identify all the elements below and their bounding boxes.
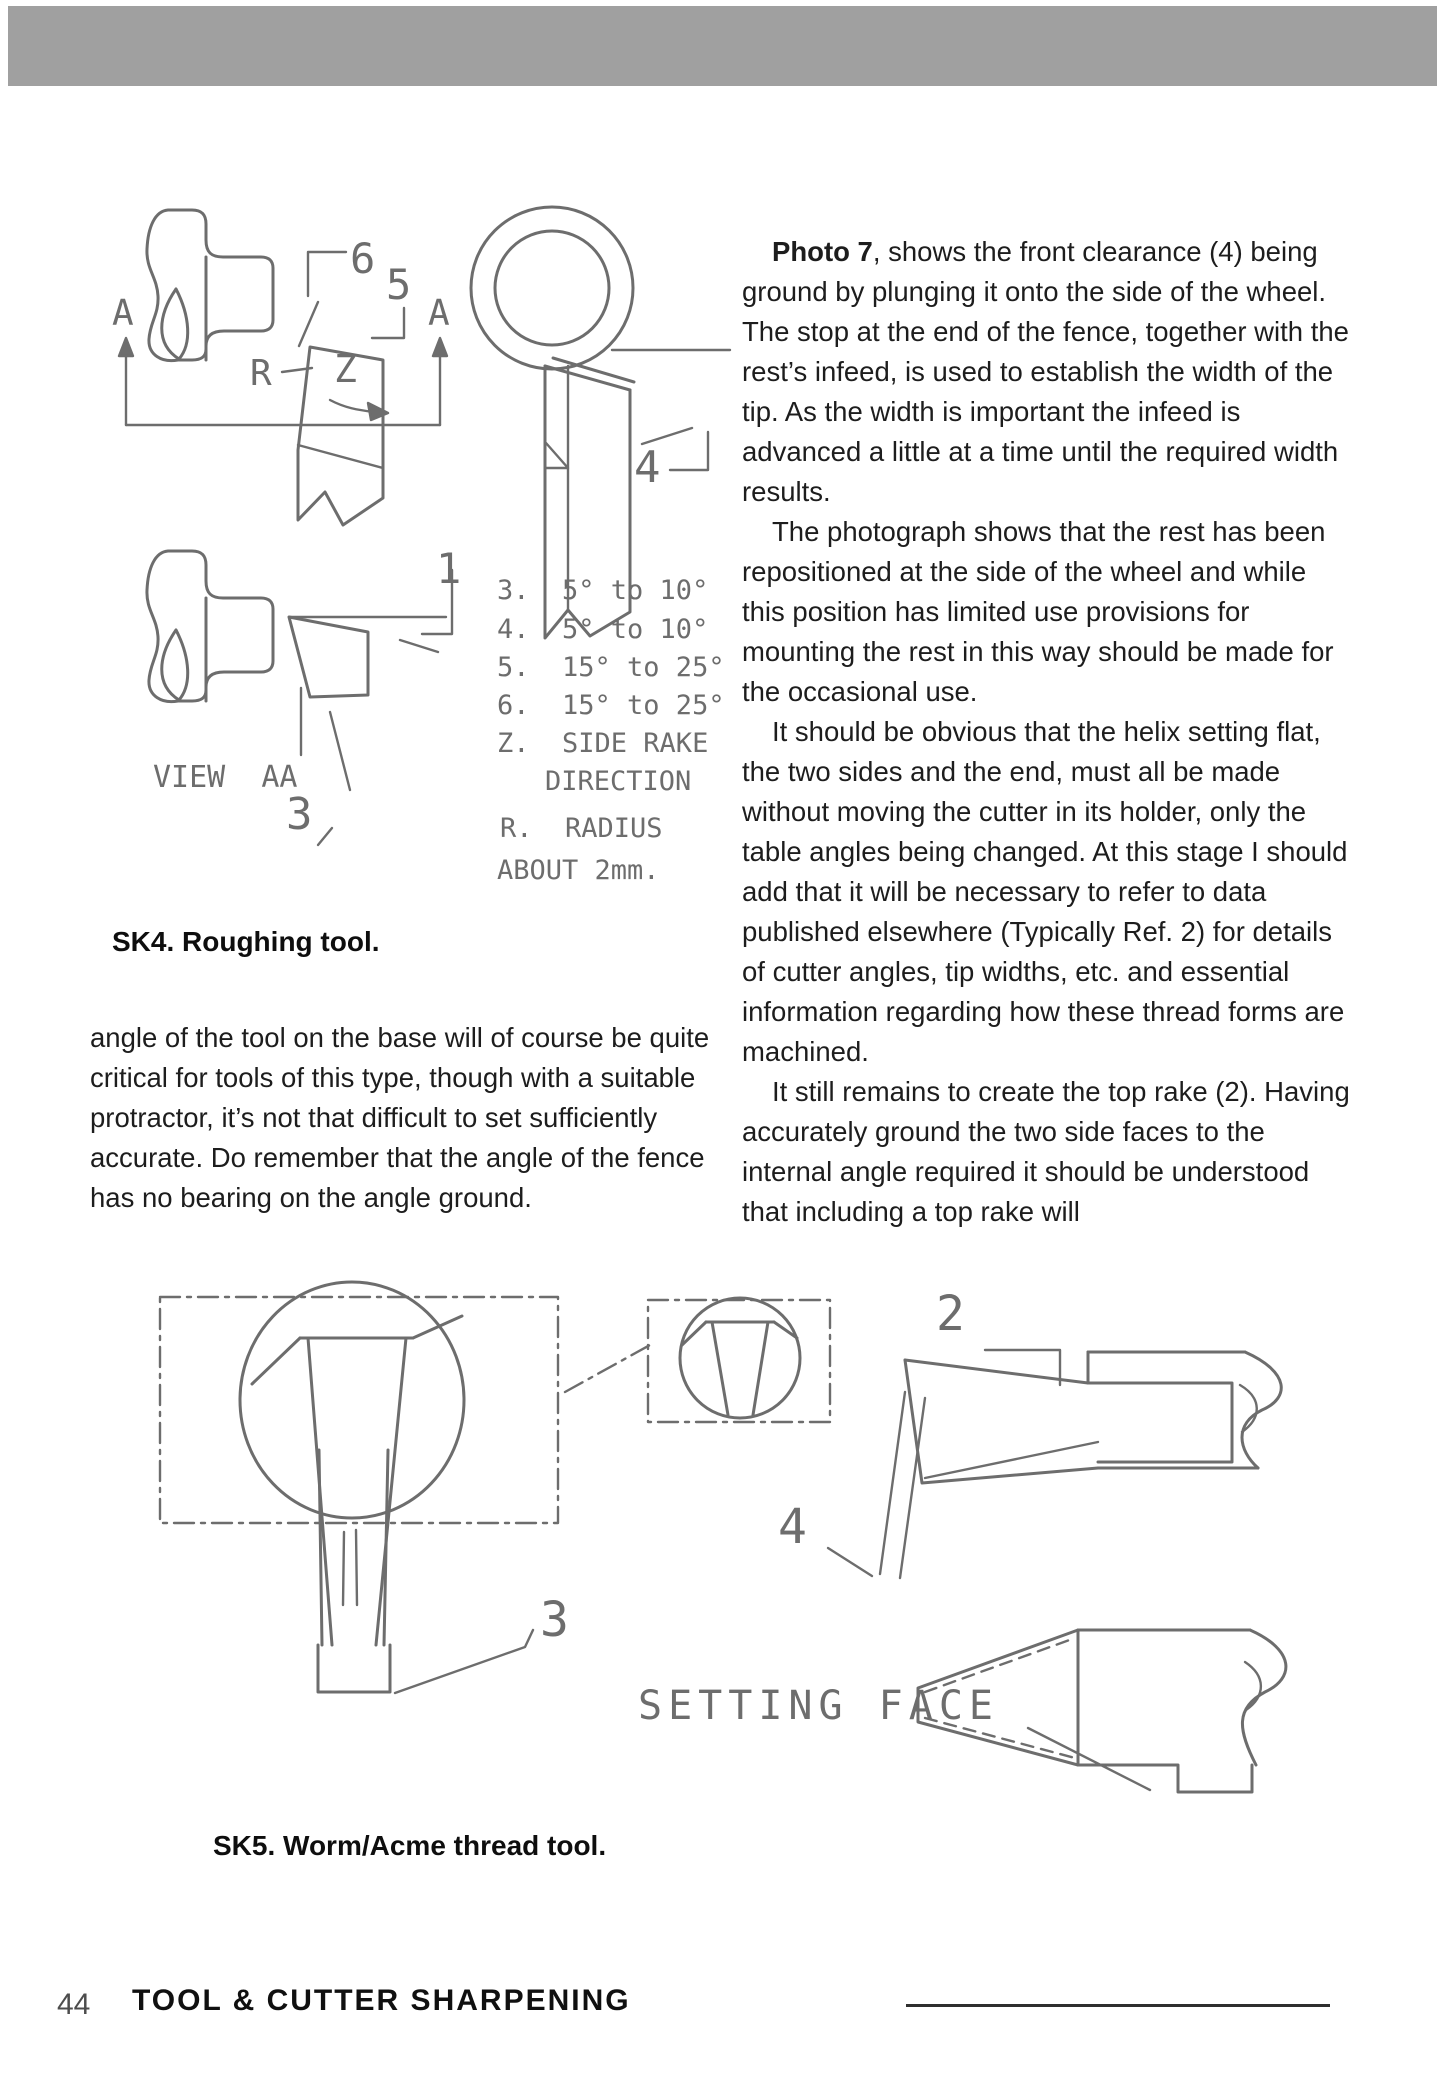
grinding-wheel <box>471 207 633 369</box>
sk4-label-4: 4 <box>634 442 661 493</box>
thread-profile-small <box>680 1298 800 1418</box>
leader-lines-sk5-4 <box>828 1392 925 1578</box>
footer-title: TOOL & CUTTER SHARPENING <box>132 1984 631 2017</box>
sk5-label-4: 4 <box>778 1499 807 1555</box>
sk5-label-2: 2 <box>936 1286 965 1342</box>
sk5-label-3: 3 <box>540 1592 569 1648</box>
sk4-legend-line-6: DIRECTION <box>545 766 692 797</box>
sk4-label-5: 5 <box>386 260 412 309</box>
left-column <box>90 1018 710 1218</box>
sk4-label-a-left: A <box>112 293 134 334</box>
sk4-legend-line-3: 5. 15° to 25° <box>497 652 725 683</box>
tool-shank-bottom <box>147 551 273 702</box>
sk4-label-r: R <box>250 353 272 394</box>
page-number: 44 <box>57 1988 91 2021</box>
sk4-legend-line-5: Z. SIDE RAKE <box>497 728 709 759</box>
sk4-label-a-right: A <box>428 293 450 334</box>
photo-7-text: , shows the front clearance (4) being ground by plunging it onto the side of the wheel. The stop at the end of the fence, together with the rest’s infeed, is used to establish the width of the tip. As the width is important the infeed is advanced a little at a time until the required width results. <box>742 236 1349 507</box>
sk4-caption: SK4. Roughing tool. <box>112 926 380 957</box>
sk4-label-1: 1 <box>436 544 462 593</box>
sk4-legend-line-2: 4. 5° to 10° <box>497 614 709 645</box>
sk4-legend-line-4: 6. 15° to 25° <box>497 690 725 721</box>
detail-box-small <box>648 1300 830 1422</box>
sk4-view-aa-label: VIEW AA <box>153 760 298 795</box>
tool-shank-top <box>147 210 273 361</box>
sk4-legend-line-7: R. RADIUS <box>500 813 663 844</box>
sk5-setting-face-label: SETTING FACE <box>638 1683 999 1729</box>
photo-7-lead: Photo 7 <box>772 236 873 267</box>
sk4-legend-line-1: 3. 5° to 10° <box>497 575 709 606</box>
sk4-legend-line-8: ABOUT 2mm. <box>497 855 660 886</box>
thread-profile-large <box>240 1282 464 1692</box>
sk4-label-z: Z <box>334 347 357 391</box>
right-column-paragraph-4: It still remains to create the top rake (2). Having accurately ground the two side faces to the internal angle required it should be understood that including a top rake will <box>742 1076 1350 1227</box>
tool-bit-bottom <box>289 617 368 697</box>
footer-rule <box>906 2004 1330 2007</box>
sk4-label-3: 3 <box>286 789 313 840</box>
leader-lines-sk4-bottom <box>290 570 452 845</box>
sk4-label-6: 6 <box>350 234 376 283</box>
detail-box-large <box>160 1297 558 1523</box>
connector-line <box>565 1345 650 1392</box>
right-column <box>742 232 1350 1232</box>
right-column-paragraph-1 <box>742 232 1350 512</box>
sk5-caption: SK5. Worm/Acme thread tool. <box>213 1830 607 1861</box>
left-column-paragraph: angle of the tool on the base will of course be quite critical for tools of this type, though with a suitable protractor, it’s not that difficult to set sufficiently accurate. Do remember that the angle of the fence has no bearing on the angle ground. <box>90 1022 710 1213</box>
right-column-paragraph-3: It should be obvious that the helix setting flat, the two sides and the end, must all be made without moving the cutter in its holder, only the table angles being changed. At this stage I should add that it will be necessary to refer to data published elsewhere (Typically Ref. 2) for details of cutter angles, tip widths, etc. and essential information regarding how these thread forms are machined. <box>742 716 1348 1067</box>
right-column-paragraph-2: The photograph shows that the rest has been repositioned at the side of the wheel and while this position has limited use provisions for mounting the rest in this way should be made for the occasional use. <box>742 516 1334 707</box>
worm-tool-side-view <box>905 1350 1281 1483</box>
